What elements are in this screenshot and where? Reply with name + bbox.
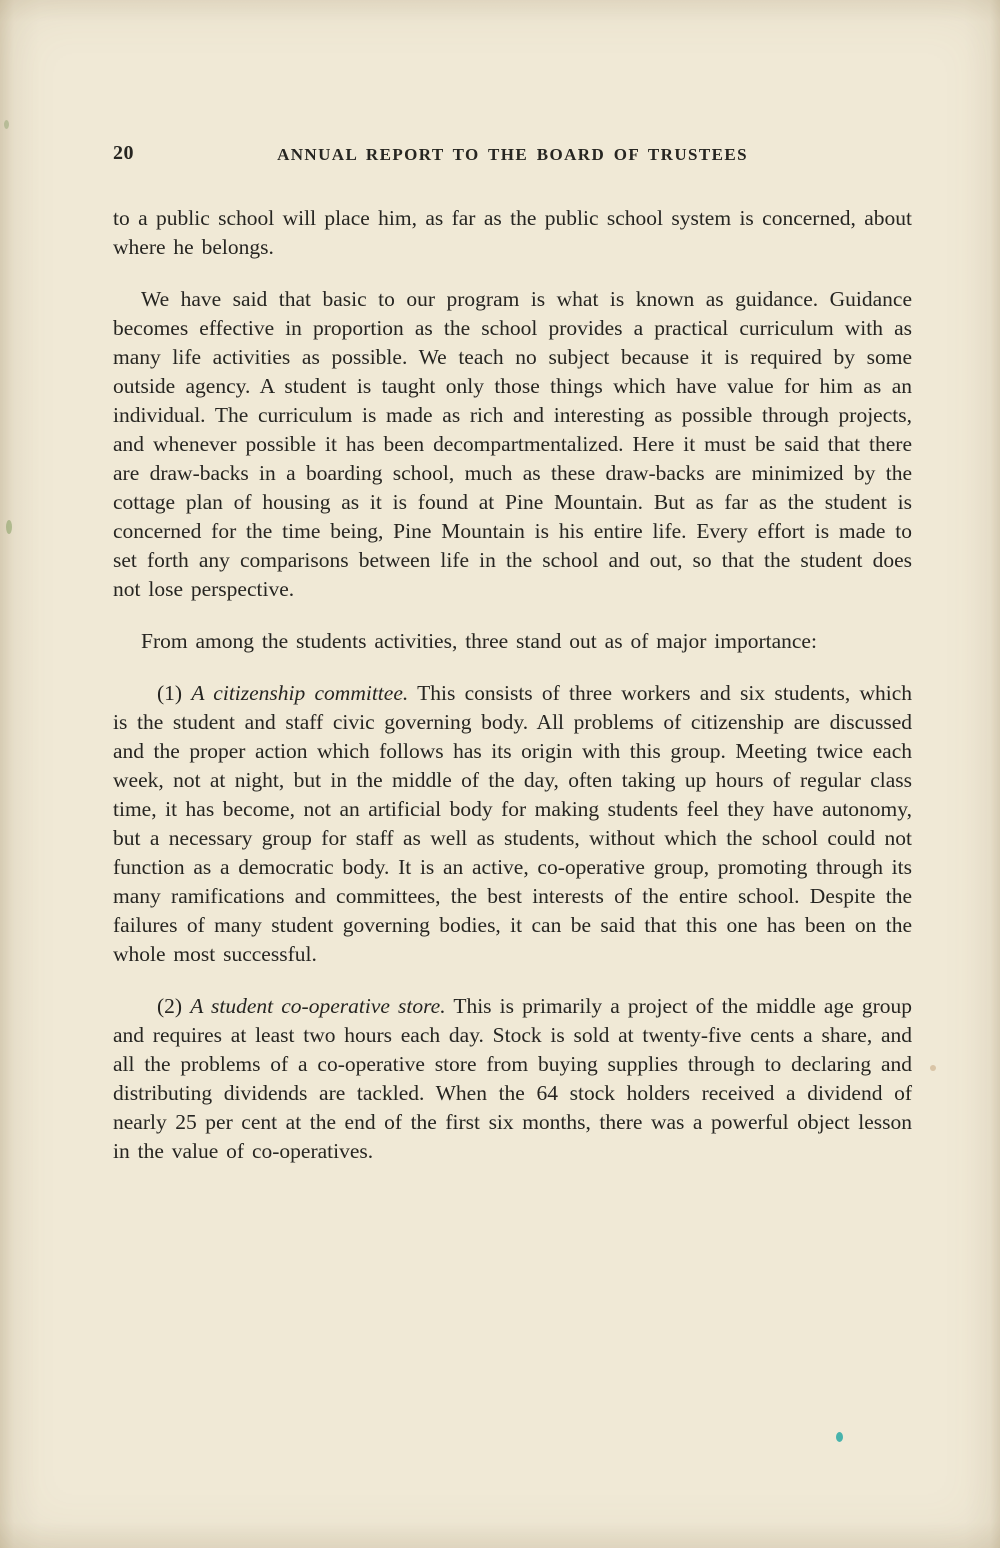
scan-artifact-edge-mark: [6, 520, 12, 534]
page-content: [113, 142, 912, 1166]
paragraph-continuation: to a public school will place him, as far as the public school system is concerned, about where he belongs.: [113, 206, 912, 259]
paragraph-text: This is primarily a project of the middle age group and requires at least two hours each day. Stock is sold at twenty-five cents a share, and all the problems of a co-operative store from buying supplies through to declaring and distributing dividends are tackled. When the 64 stock holders received a dividend of nearly 25 per cent at the end of the first six months, there was a powerful object lesson in the value of co-operatives.: [113, 994, 912, 1163]
italic-lead: A citizenship committee.: [191, 681, 409, 705]
italic-lead: A student co-operative store.: [190, 994, 446, 1018]
page-number: 20: [113, 142, 134, 164]
scan-artifact-teal-mark: [836, 1432, 843, 1442]
list-number: (2): [157, 994, 183, 1018]
scan-artifact-edge-mark: [4, 120, 9, 129]
paragraph-text: This consists of three workers and six students, which is the student and staff civic governing body. All problems of citizenship are discussed and the proper action which follows has its origin with this group. Meeting twice each week, not at night, but in the middle of the day, often taking up hours of regular class time, it has become, not an artificial body for making students feel they have autonomy, but a necessary group for staff as well as students, without which the school could not function as a democratic body. It is an active, co-operative group, promoting through its many ramifications and committees, the best interests of the entire school. Despite the failures of many student governing bodies, it can be said that this one has been on the whole most successful.: [113, 681, 912, 966]
scan-artifact-smudge: [930, 1065, 936, 1071]
paragraph-citizenship-committee: [113, 679, 912, 969]
running-header-title: ANNUAL REPORT TO THE BOARD OF TRUSTEES: [277, 145, 748, 164]
list-number: (1): [157, 681, 183, 705]
paragraph-cooperative-store: [113, 992, 912, 1166]
paragraph-guidance: We have said that basic to our program is what is known as guidance. Guidance becomes effective in proportion as the school provides a practical curriculum with as many life activities as possible. We teach no subject because it is required by some outside agency. A student is taught only those things which have value for him as an individual. The curriculum is made as rich and interesting as possible through projects, and whenever possible it has been decompartmentalized. Here it must be said that there are draw-backs in a boarding school, much as these draw-backs are minimized by the cottage plan of housing as it is found at Pine Mountain. But as far as the student is concerned for the time being, Pine Mountain is his entire life. Every effort is made to set forth any comparisons between life in the school and out, so that the student does not lose perspective.: [113, 287, 912, 601]
running-header: [113, 142, 912, 172]
paragraph-activities-intro: From among the students activities, three stand out as of major importance:: [141, 629, 817, 653]
